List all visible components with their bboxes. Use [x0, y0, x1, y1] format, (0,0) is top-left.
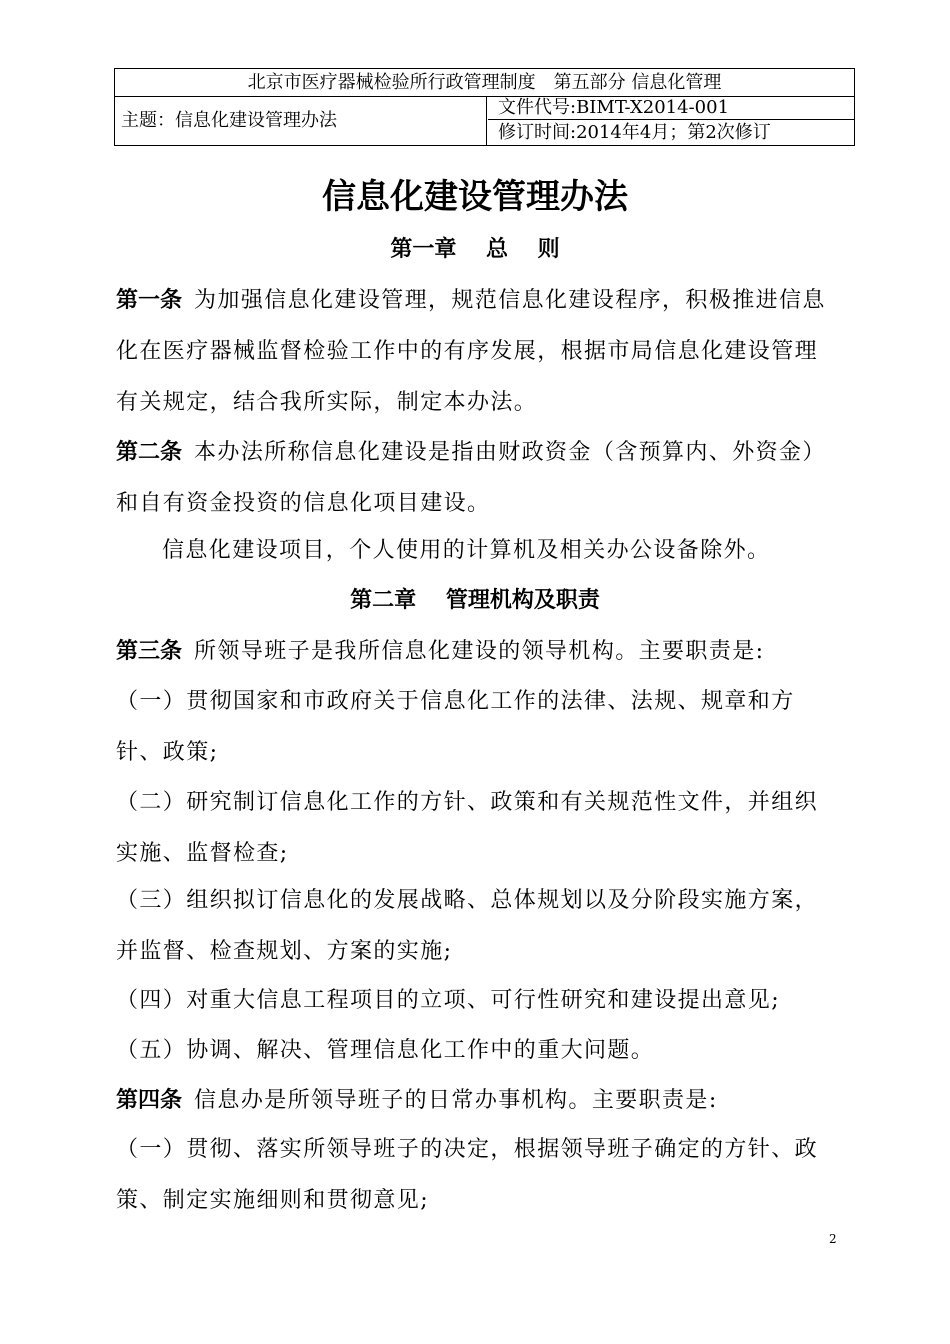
article-1-text: 为加强信息化建设管理，规范信息化建设程序，积极推进信息化在医疗器械监督检验工作中的有序发展，根据市局信息化建设管理有关规定，结合我所实际，制定本办法。 — [116, 288, 826, 415]
article-3-item-5: （五）协调、解决、管理信息化工作中的重大问题。 — [116, 1038, 655, 1063]
chapter-1-heading: 第一章 总 则 — [390, 237, 560, 262]
article-4-text: 信息办是所领导班子的日常办事机构。主要职责是: — [194, 1088, 718, 1113]
article-2-label: 第二条 — [116, 440, 183, 465]
article-4-item-1: （一）贯彻、落实所领导班子的决定，根据领导班子确定的方针、政策、制定实施细则和贯彻意见; — [116, 1137, 819, 1213]
article-3-text: 所领导班子是我所信息化建设的领导机构。主要职责是: — [194, 639, 765, 664]
article-4-label: 第四条 — [116, 1088, 183, 1113]
header-subject: 主题：信息化建设管理办法 — [115, 96, 487, 145]
article-3-label: 第三条 — [116, 639, 183, 664]
article-1-label: 第一条 — [116, 288, 183, 313]
article-2-note: 信息化建设项目，个人使用的计算机及相关办公设备除外。 — [162, 538, 771, 563]
header-revision: 修订时间:2014年4月；第2次修订 — [498, 122, 771, 143]
article-3 — [116, 626, 836, 677]
article-3-item-2: （二）研究制订信息化工作的方针、政策和有关规范性文件，并组织实施、监督检查; — [116, 790, 819, 866]
article-3-item-3: （三）组织拟订信息化的发展战略、总体规划以及分阶段实施方案，并监督、检查规划、方案的实施; — [116, 888, 819, 964]
article-2 — [116, 427, 836, 529]
article-4 — [116, 1075, 836, 1126]
article-3-item-1: （一）贯彻国家和市政府关于信息化工作的法律、法规、规章和方针、政策; — [116, 689, 795, 765]
document-title: 信息化建设管理办法 — [322, 177, 628, 217]
chapter-2-heading: 第二章 管理机构及职责 — [350, 588, 600, 613]
header-doc-code: 文件代号:BIMT-X2014-001 — [488, 96, 854, 120]
header-table — [114, 68, 855, 146]
header-org-line: 北京市医疗器械检验所行政管理制度 第五部分 信息化管理 — [115, 69, 854, 97]
article-1 — [116, 275, 836, 428]
page-number: 2 — [829, 1232, 837, 1246]
article-2-text: 本办法所称信息化建设是指由财政资金（含预算内、外资金）和自有资金投资的信息化项目建设。 — [116, 440, 826, 516]
article-3-item-4: （四）对重大信息工程项目的立项、可行性研究和建设提出意见; — [116, 988, 781, 1013]
